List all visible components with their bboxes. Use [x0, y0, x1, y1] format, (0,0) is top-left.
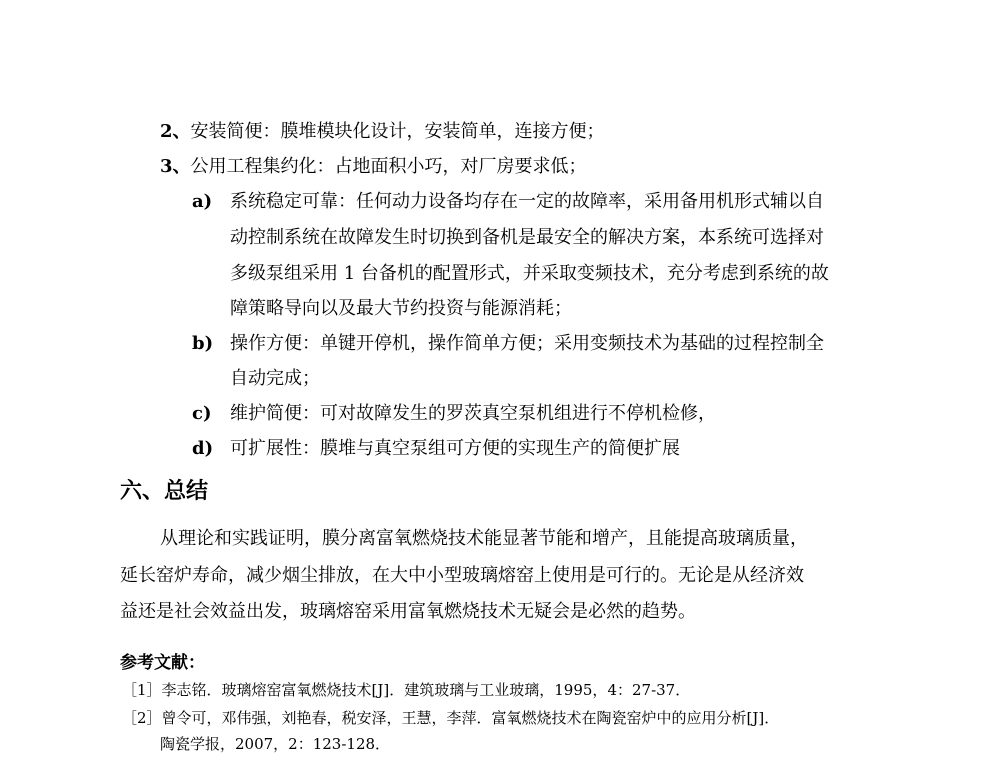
sub-item-marker: a): [192, 191, 213, 212]
sub-item-a-line-2: 动控制系统在故障发生时切换到备机是最安全的解决方案，本系统可选择对: [230, 227, 824, 248]
sub-item-d: [192, 437, 680, 461]
sub-item-text: 可扩展性：膜堆与真空泵组可方便的实现生产的简便扩展: [230, 438, 680, 459]
list-item-text: 安装简便：膜堆模块化设计，安装简单，连接方便；: [190, 121, 605, 142]
reference-item-2-continued: 陶瓷学报，2007，2：123-128．: [160, 735, 391, 753]
list-item-text: 公用工程集约化：占地面积小巧，对厂房要求低；: [190, 156, 587, 177]
sub-item-b-line-1: [192, 332, 824, 356]
summary-line-1: 从理论和实践证明，膜分离富氧燃烧技术能显著节能和增产，且能提高玻璃质量，: [160, 528, 808, 549]
references-title: 参考文献：: [120, 653, 205, 673]
summary-line-2: 延长窑炉寿命，减少烟尘排放，在大中小型玻璃熔窑上使用是可行的。无论是从经济效: [120, 565, 804, 586]
list-item-number: 2、: [160, 121, 191, 142]
list-item-3: [160, 155, 587, 179]
section-heading: 六、总结: [120, 479, 209, 504]
sub-item-text: 维护简便：可对故障发生的罗茨真空泵机组进行不停机检修，: [230, 403, 716, 424]
sub-item-marker: b): [192, 333, 214, 354]
summary-line-3: 益还是社会效益出发，玻璃熔窑采用富氧燃烧技术无疑会是必然的趋势。: [120, 601, 696, 622]
sub-item-a-line-4: 障策略导向以及最大节约投资与能源消耗；: [230, 298, 572, 319]
sub-item-a-line-3: 多级泵组采用 1 台备机的配置形式，并采取变频技术，充分考虑到系统的故: [230, 263, 829, 284]
list-item-number: 3、: [160, 156, 191, 177]
reference-item-1: ［1］李志铭．玻璃熔窑富氧燃烧技术[J]．建筑玻璃与工业玻璃，1995，4：27-37．: [122, 681, 691, 699]
sub-item-marker: c): [192, 403, 212, 424]
sub-item-text: 系统稳定可靠：任何动力设备均存在一定的故障率，采用备用机形式辅以自: [230, 191, 824, 212]
list-item-2: [160, 120, 605, 144]
sub-item-text: 操作方便：单键开停机，操作简单方便；采用变频技术为基础的过程控制全: [230, 333, 824, 354]
sub-item-b-line-2: 自动完成；: [230, 368, 320, 389]
reference-item-2: ［2］曾令可，邓伟强，刘艳春，税安泽，王慧，李萍．富氧燃烧技术在陶瓷窑炉中的应用分析[J]．: [122, 709, 780, 727]
sub-item-a-line-1: [192, 190, 824, 214]
sub-item-marker: d): [192, 438, 214, 459]
sub-item-c: [192, 402, 716, 426]
